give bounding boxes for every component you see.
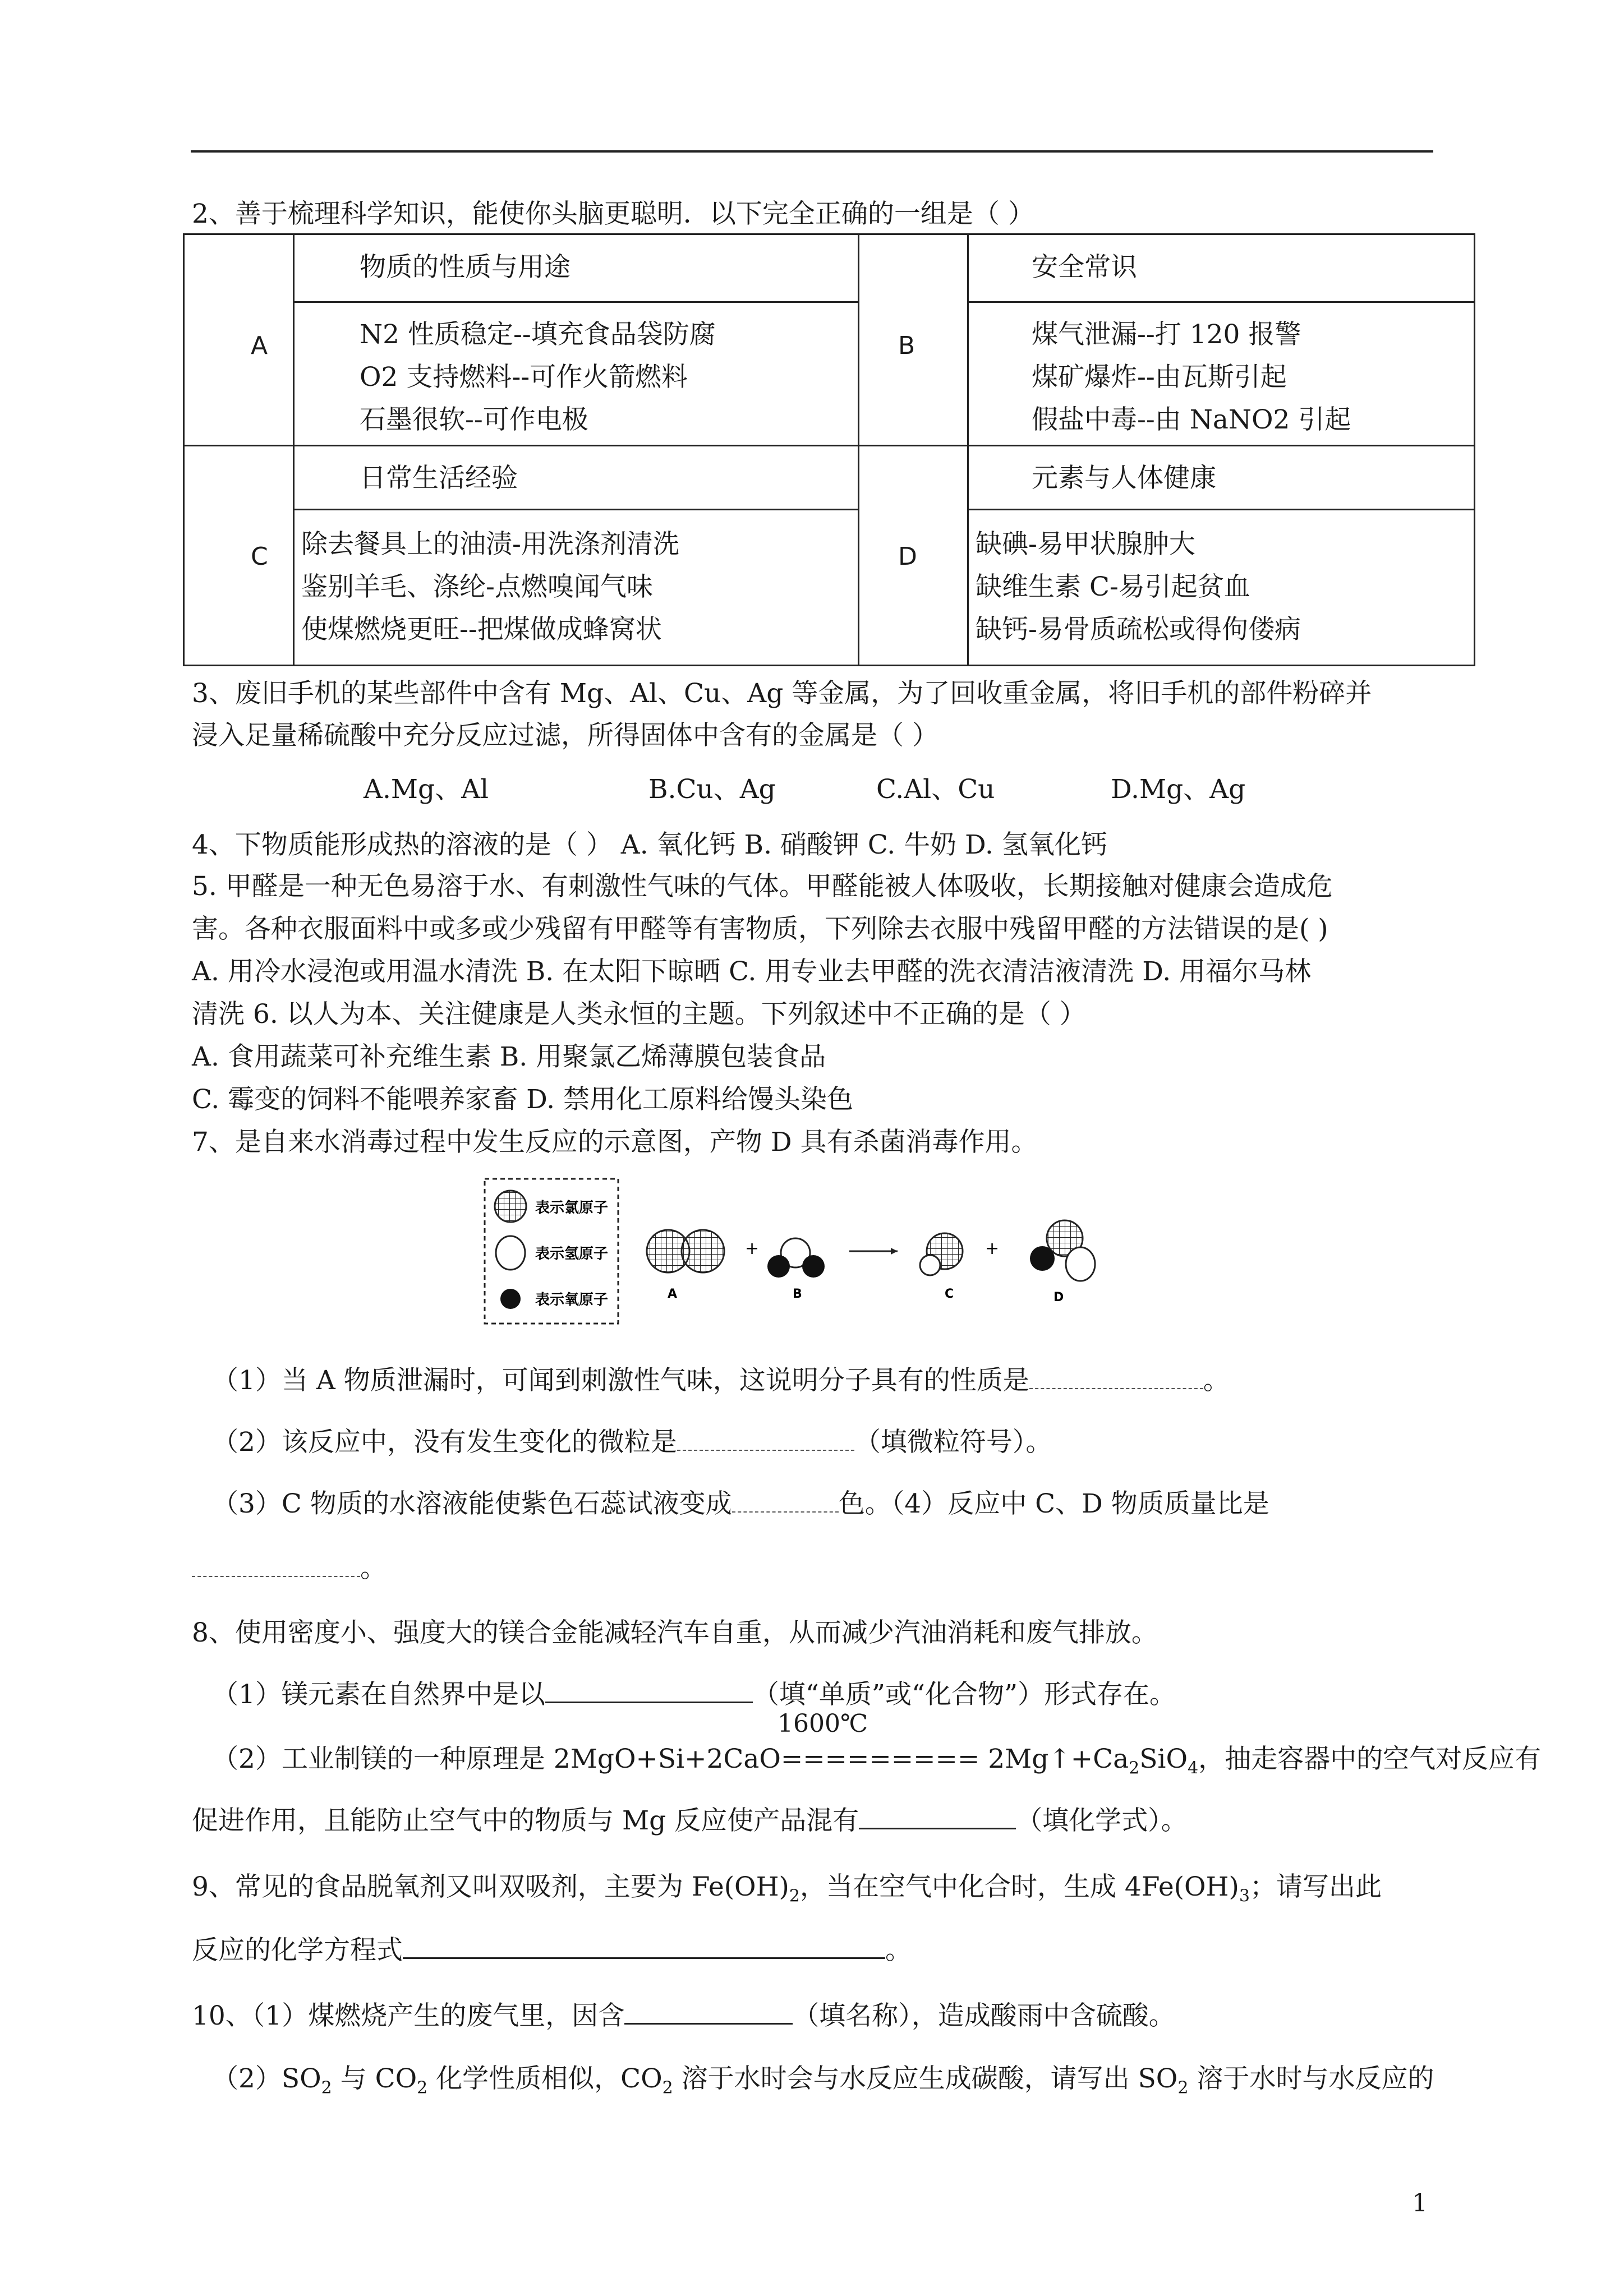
q5-line3: A. 用冷水浸泡或用温水清洗 B. 在太阳下晾晒 C. 用专业去甲醛的洗衣清洁液清洗 D. 用福尔马林: [192, 956, 1312, 987]
q8-sub1: （1）镁元素在自然界中是以 （填“单质”或“化合物”）形式存在。: [212, 1679, 1176, 1710]
cell-c-line1: 除去餐具上的油渍-用洗涤剂清洗: [301, 529, 679, 560]
cell-d-line1: 缺碘-易甲状腺肿大: [976, 529, 1195, 560]
molecule-label-a: A: [668, 1287, 678, 1301]
page-number: 1: [1412, 2189, 1428, 2217]
q3-line1: 3、废旧手机的某些部件中含有 Mg、Al、Cu、Ag 等金属，为了回收重金属，将旧手机的部件粉碎并: [192, 678, 1372, 709]
cell-d-line3: 缺钙-易骨质疏松或得佝偻病: [976, 614, 1301, 645]
cell-c-title: 日常生活经验: [360, 463, 518, 494]
q7-sub2: （2）该反应中，没有发生变化的微粒是 （填微粒符号）。: [212, 1427, 1052, 1458]
q3-option-d: D.Mg、Ag: [1111, 774, 1246, 805]
q8-temperature: 1600℃: [778, 1709, 868, 1738]
q10-line2: $(2)SO_2$ 与 $CO_2$ 化学性质相似，$CO_2$ 溶于水时会与水反应生成碳酸，请写出 $SO_2$ 溶于水时与水反应的: [212, 2063, 1434, 2098]
option-letter-c: C: [251, 542, 268, 571]
plus-sign: +: [745, 1239, 760, 1258]
cell-b-title: 安全常识: [1032, 252, 1137, 283]
cell-c-line3: 使煤燃烧更旺--把煤做成蜂窝状: [301, 614, 662, 645]
q7-sub1: （1）当 A 物质泄漏时，可闻到刺激性气味，这说明分子具有的性质是 。: [212, 1365, 1230, 1396]
q7-sub4: 。: [192, 1551, 387, 1587]
q8-sub1-blank[interactable]: [545, 1679, 753, 1703]
molecule-b-atom-2: [802, 1255, 825, 1278]
cell-b-line3: 假盐中毒--由 NaNO2 引起: [1032, 404, 1351, 435]
option-letter-a: A: [251, 331, 268, 360]
legend-label-1: 表示氯原子: [535, 1200, 609, 1216]
q9-line1: 9、常见的食品脱氧剂又叫双吸剂，主要为 $Fe(OH)_2$，当在空气中化合时，生成 $4Fe(OH)_3$；请写出此: [192, 1871, 1382, 1906]
q10-blank[interactable]: [624, 2000, 793, 2025]
molecule-d-atom-2: [1030, 1246, 1055, 1271]
molecule-label-c: C: [945, 1287, 954, 1301]
molecule-b-atom-1: [767, 1255, 790, 1278]
hydrogen-atom-icon: [496, 1236, 525, 1270]
molecule-d-atom-3: [1066, 1247, 1095, 1281]
q9-equation-blank[interactable]: [403, 1935, 885, 1959]
q7-sub2-blank[interactable]: [677, 1427, 854, 1451]
molecule-label-d: D: [1053, 1290, 1064, 1304]
q3-option-c: C.Al、Cu: [876, 774, 995, 805]
cell-a-title: 物质的性质与用途: [360, 252, 571, 283]
q6-line2: C. 霉变的饲料不能喂养家畜 D. 禁用化工原料给馒头染色: [192, 1084, 853, 1115]
q3-option-a: A.Mg、Al: [364, 774, 489, 805]
q7-sub3: （3）C 物质的水溶液能使紫色石蕊试液变成 色。（4）反应中 C、D 物质质量比是: [212, 1488, 1269, 1519]
q7-stem: 7、是自来水消毒过程中发生反应的示意图，产物 D 具有杀菌消毒作用。: [192, 1127, 1038, 1158]
molecule-a-atom-2: [682, 1230, 724, 1273]
cell-d-line2: 缺维生素 C-易引起贫血: [976, 571, 1250, 602]
q5-line1: 5. 甲醛是一种无色易溶于水、有刺激性气味的气体。甲醛能被人体吸收，长期接触对健康会造成危: [192, 871, 1333, 902]
q6-line1: A. 食用蔬菜可补充维生素 B. 用聚氯乙烯薄膜包装食品: [192, 1041, 826, 1072]
q8-sub2: （2）工业制镁的一种原理是 $2MgO+Si+2CaO========= 2Mg↑+Ca_2SiO_4$，抽走容器中的空气对反应有: [212, 1744, 1542, 1778]
q2-stem: 2、善于梳理科学知识，能使你头脑更聪明．以下完全正确的一组是（ ）: [192, 199, 1034, 229]
q3-line2: 浸入足量稀硫酸中充分反应过滤，所得固体中含有的金属是（ ）: [192, 720, 938, 751]
q10-line1: 10、（1）煤燃烧产生的废气里，因含 （填名称），造成酸雨中含硫酸。: [192, 2000, 1175, 2031]
reaction-diagram: [481, 1175, 1143, 1327]
oxygen-atom-icon: [500, 1289, 521, 1309]
molecule-c-atom-2: [920, 1255, 940, 1275]
legend-label-2: 表示氢原子: [535, 1246, 609, 1262]
q7-sub4-blank[interactable]: [192, 1553, 360, 1577]
plus-sign-2: +: [985, 1239, 1000, 1258]
legend-label-3: 表示氧原子: [535, 1292, 609, 1308]
q2-table: [183, 233, 1475, 666]
q5-line4: 清洗 6. 以人为本、关注健康是人类永恒的主题。下列叙述中不正确的是（ ）: [192, 999, 1086, 1030]
cell-a-line2: O2 支持燃料--可作火箭燃料: [360, 362, 688, 393]
q9-line2: 反应的化学方程式 。: [192, 1935, 912, 1966]
q8-sub2-line2: 促进作用，且能防止空气中的物质与 Mg 反应使产品混有 （填化学式）。: [192, 1805, 1188, 1836]
q4-line: 4、下物质能形成热的溶液的是（ ） A. 氧化钙 B. 硝酸钾 C. 牛奶 D. 氢氧化钙: [192, 829, 1107, 860]
q7-sub3-blank[interactable]: [732, 1489, 839, 1513]
q5-line2: 害。各种衣服面料中或多或少残留有甲醛等有害物质，下列除去衣服中残留甲醛的方法错误的是( ): [192, 914, 1328, 944]
option-letter-b: B: [898, 331, 915, 360]
q3-option-b: B.Cu、Ag: [648, 774, 776, 805]
chlorine-atom-icon: [495, 1191, 526, 1222]
molecule-label-b: B: [793, 1287, 802, 1301]
q7-sub1-blank[interactable]: [1029, 1366, 1203, 1389]
q8-sub2-blank[interactable]: [859, 1805, 1016, 1829]
header-rule: [191, 150, 1433, 153]
cell-a-line1: N2 性质稳定--填充食品袋防腐: [360, 319, 716, 350]
cell-d-title: 元素与人体健康: [1032, 463, 1216, 494]
q8-stem: 8、使用密度小、强度大的镁合金能减轻汽车自重，从而减少汽油消耗和废气排放。: [192, 1617, 1158, 1648]
cell-b-line1: 煤气泄漏--打 120 报警: [1032, 319, 1301, 350]
cell-b-line2: 煤矿爆炸--由瓦斯引起: [1032, 362, 1287, 393]
cell-c-line2: 鉴别羊毛、涤纶-点燃嗅闻气味: [301, 571, 653, 602]
option-letter-d: D: [898, 542, 917, 571]
cell-a-line3: 石墨很软--可作电极: [360, 404, 588, 435]
